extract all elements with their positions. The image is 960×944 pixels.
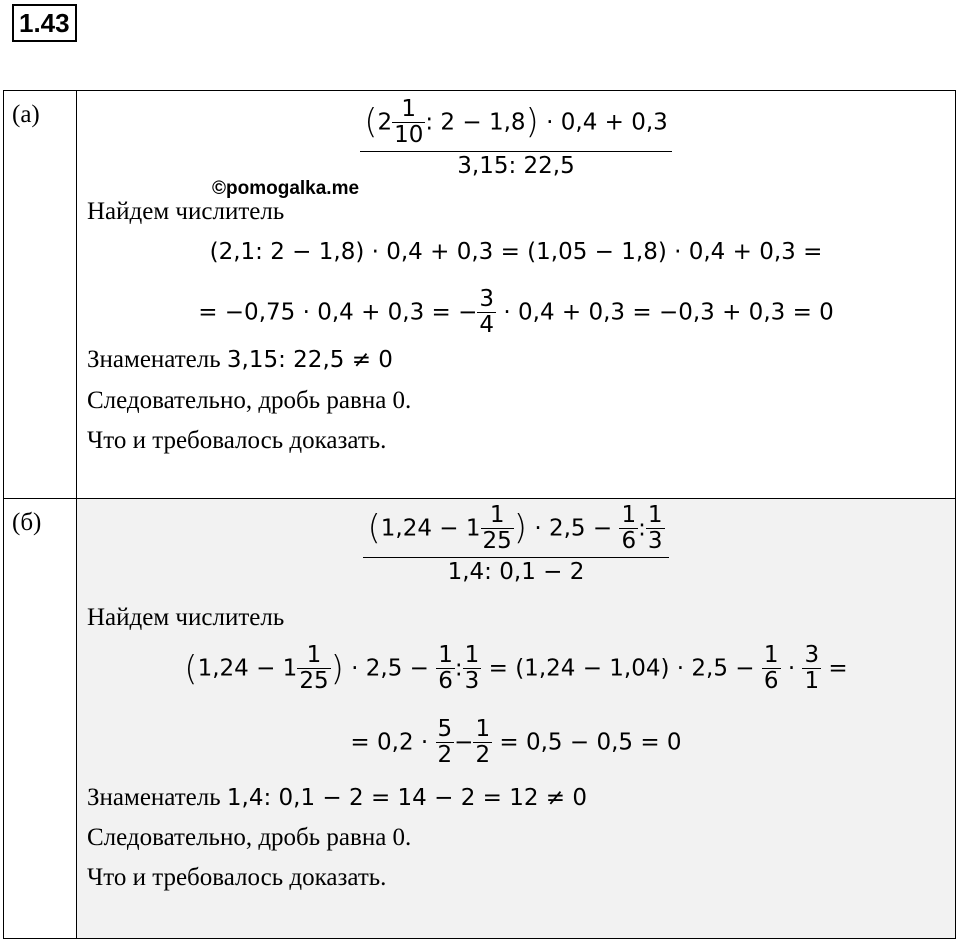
part-b-content: [77, 499, 955, 938]
part-b-qed: Что и требовалось доказать.: [87, 864, 387, 891]
part-a-main-fraction: (2 $\frac{1}{10}$ : 2 − 1,8) · 0,4 + 0,3 3,15: 22,5: [77, 97, 955, 179]
part-b-find-numerator: Найдем числитель: [87, 604, 285, 631]
task-number: 1.43: [12, 4, 77, 42]
part-a-conclusion: Следовательно, дробь равна 0.: [87, 387, 412, 414]
part-b-calc-line-1: (1,24 − 1 $\frac{1}{25}$ ) · 2,5 − $\frac{1}{6}$ : $\frac{1}{3}$ = (1,24 − 1,04) · 2,5 − $\frac{1}{6}$ · $\frac{3}{1}$ =: [184, 642, 848, 695]
part-a-content: [77, 91, 955, 498]
part-a-calc-line-1: (2,1: 2 − 1,8) · 0,4 + 0,3 = (1,05 − 1,8) · 0,4 + 0,3 =: [209, 239, 823, 265]
solution-table: [3, 90, 956, 939]
part-a-row: [4, 91, 955, 499]
part-a-find-numerator: Найдем числитель: [87, 198, 285, 225]
part-a-label: (а): [4, 91, 77, 498]
part-b-calc-line-2: = 0,2 · $\frac{5}{2}$ − $\frac{1}{2}$ = 0,5 − 0,5 = 0: [350, 716, 682, 769]
part-b-label: (б): [4, 499, 77, 938]
part-a-qed: Что и требовалось доказать.: [87, 427, 387, 454]
part-a-denominator: Знаменатель 3,15: 22,5 ≠ 0: [87, 346, 393, 373]
part-b-conclusion: Следовательно, дробь равна 0.: [87, 824, 412, 851]
part-b-denominator: Знаменатель 1,4: 0,1 − 2 = 14 − 2 = 12 ≠ 0: [87, 784, 588, 811]
part-b-main-fraction: (1,24 − 1 $\frac{1}{25}$ ) · 2,5 − $\frac{1}{6}$ : $\frac{1}{3}$ 1,4: 0,1 − 2: [77, 503, 955, 585]
part-a-calc-line-2: = −0,75 · 0,4 + 0,3 = − $\frac{3}{4}$ · 0,4 + 0,3 = −0,3 + 0,3 = 0: [198, 286, 834, 339]
part-b-row: [4, 499, 955, 938]
watermark-text: ©pomogalka.me: [212, 178, 360, 199]
